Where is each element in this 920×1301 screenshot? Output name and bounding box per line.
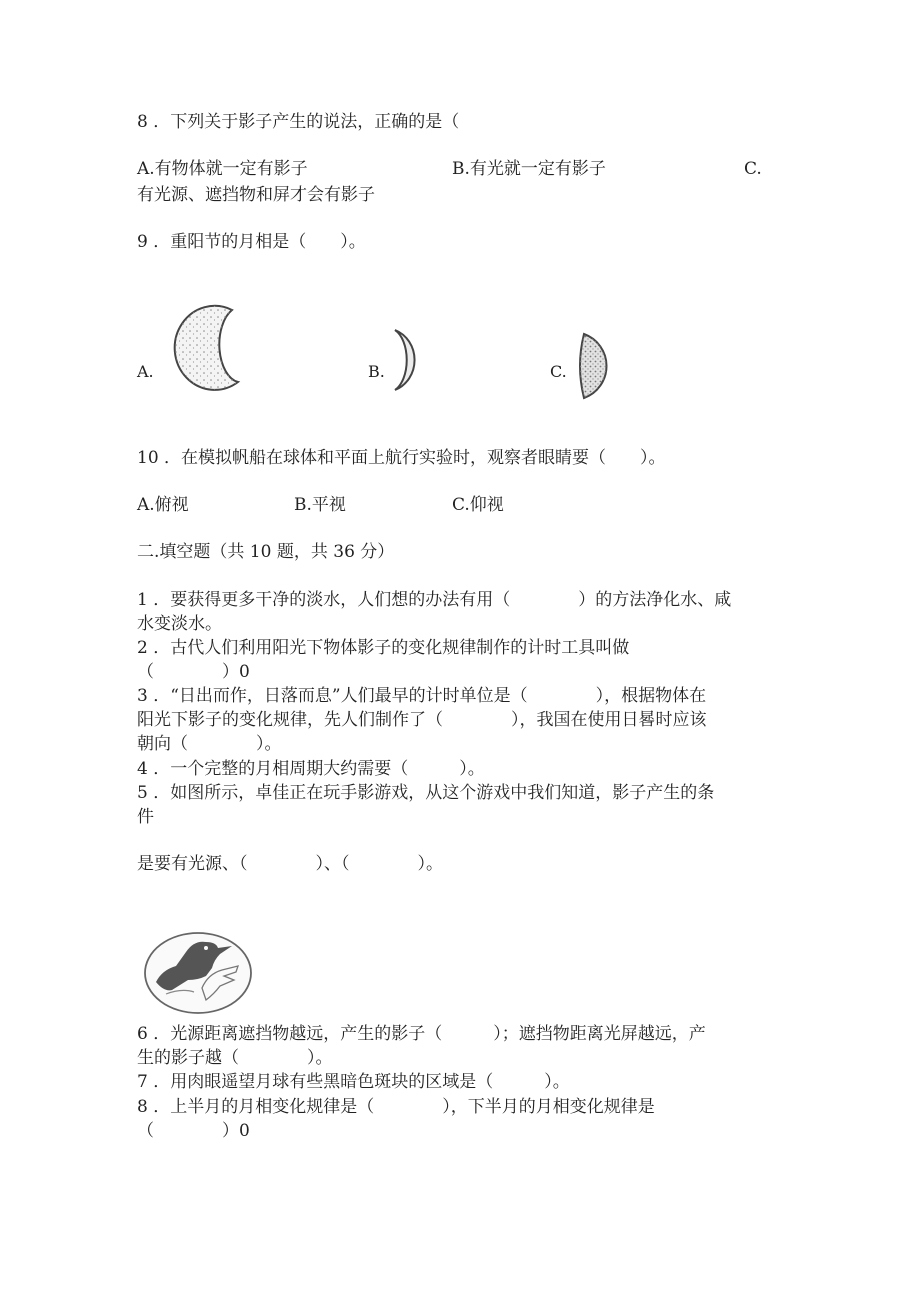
fill-q3-line1: 3 ．“日出而作，日落而息”人们最早的计时单位是（ ），根据物体在 (137, 686, 707, 706)
fill-q3-line3: 朝向（ ）。 (137, 734, 282, 754)
fill-q1-line2: 水变淡水。 (137, 614, 222, 634)
fill-q8-line2: （ ）0 (137, 1121, 250, 1141)
fill-q6-line2: 生的影子越（ ）。 (137, 1048, 333, 1068)
fill-q1-line1: 1 ．要获得更多干净的淡水，人们想的办法有用（ ）的方法净化水、咸 (137, 590, 732, 610)
q10-option-a: A.俯视 (137, 495, 189, 515)
fill-q4: 4 ．一个完整的月相周期大约需要（ ）。 (137, 759, 485, 779)
fill-q2-line1: 2 ．古代人们利用阳光下物体影子的变化规律制作的计时工具叫做 (137, 638, 630, 658)
q9-label-c: C. (550, 362, 567, 381)
q8-option-c-label: C. (744, 159, 762, 179)
fill-q5-line2: 件 (137, 807, 154, 827)
q10-stem: 10 ．在模拟帆船在球体和平面上航行实验时，观察者眼睛要（ ）。 (137, 448, 666, 468)
q9-label-a: A. (137, 362, 154, 381)
moon-half-icon (574, 330, 626, 402)
q9-stem: 9 ．重阳节的月相是（ ）。 (137, 232, 366, 252)
q8-option-c-text: 有光源、遮挡物和屏才会有影子 (137, 185, 375, 205)
q8-stem: 8 ．下列关于影子产生的说法，正确的是（ (137, 112, 460, 132)
q10-option-b: B.平视 (294, 495, 346, 515)
fill-q8-line1: 8 ．上半月的月相变化规律是（ ），下半月的月相变化规律是 (137, 1097, 655, 1117)
moon-gibbous-icon (160, 300, 250, 395)
q8-option-b: B.有光就一定有影子 (452, 159, 606, 179)
q9-label-b: B. (368, 362, 385, 381)
section-title: 二.填空题（共 10 题，共 36 分） (137, 542, 395, 562)
fill-q3-line2: 阳光下影子的变化规律，先人们制作了（ ），我国在使用日晷时应该 (137, 710, 707, 730)
q8-option-a: A.有物体就一定有影子 (137, 159, 308, 179)
fill-q2-line2: （ ）0 (137, 662, 250, 682)
fill-q5-line3: 是要有光源、（ ）、（ ）。 (137, 854, 443, 874)
q10-option-c: C.仰视 (452, 495, 504, 515)
moon-crescent-icon (385, 326, 425, 394)
fill-q5-line1: 5 ．如图所示，卓佳正在玩手影游戏，从这个游戏中我们知道，影子产生的条 (137, 783, 715, 803)
fill-q6-line1: 6 ．光源距离遮挡物越远，产生的影子（ ）；遮挡物距离光屏越远，产 (137, 1024, 706, 1044)
fill-q7: 7 ．用肉眼遥望月球有些黑暗色斑块的区域是（ ）。 (137, 1072, 570, 1092)
hand-shadow-illustration (142, 930, 254, 1016)
